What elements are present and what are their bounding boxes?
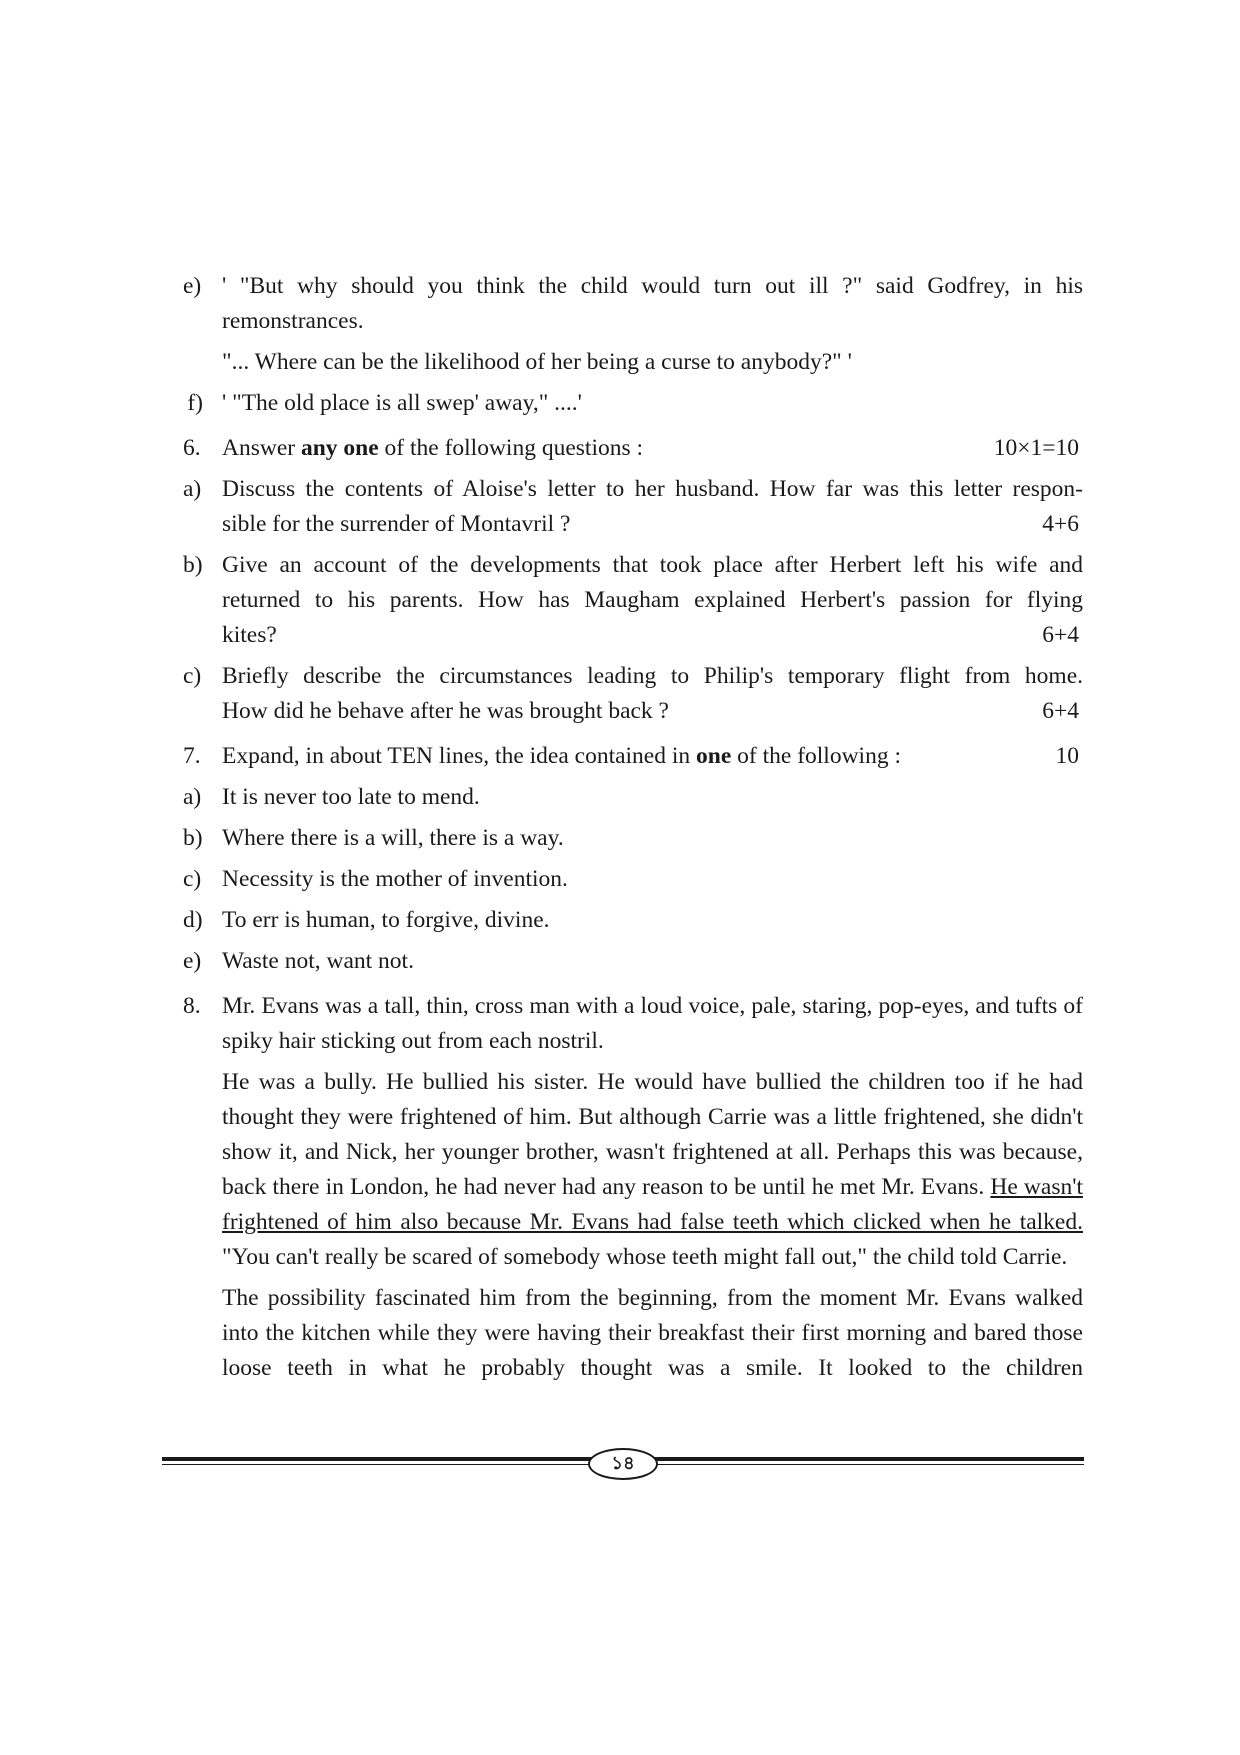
q7-option-d <box>183 903 1083 938</box>
q5-f-quote: ' "The old place is all swep' away," ....' <box>222 390 582 416</box>
q7-a-text: It is never too late to mend. <box>222 784 480 810</box>
question-6-text-end: of the following questions : <box>378 435 644 461</box>
question-7 <box>183 739 1083 774</box>
q7-d-text: To err is human, to forgive, divine. <box>222 907 550 933</box>
q6-b-text-tail: kites? <box>222 622 277 648</box>
option-label: b) <box>183 825 203 851</box>
q7-option-b <box>183 821 1083 856</box>
question-7-marks: 10 <box>1055 743 1079 769</box>
q8-underlined-sentence: He wasn't frightened of him also because Mr. Evans had false teeth which clicked when he talked. <box>222 1174 1083 1235</box>
option-label: e) <box>183 948 202 974</box>
q7-b-text: Where there is a will, there is a way. <box>222 825 564 851</box>
q6-a-last-line <box>222 507 1083 542</box>
question-6-bold: any one <box>300 435 379 461</box>
q8-paragraph-3: The possibility fascinated him from the beginning, from the moment Mr. Evans walked into the kitchen while they were having their breakfast their first morning and bared those loose teeth in what he probably thought was a smile. It looked to the children <box>222 1285 1083 1381</box>
q7-c-text: Necessity is the mother of invention. <box>222 866 568 892</box>
question-6-text-start: Answer <box>222 435 301 461</box>
q6-b-last-line <box>222 618 1083 653</box>
q7-e-text: Waste not, want not. <box>222 948 414 974</box>
q7-option-e <box>183 944 1083 979</box>
question-number: 7. <box>183 743 201 769</box>
q8-paragraph-2 <box>183 1065 1083 1275</box>
q7-option-a <box>183 780 1083 815</box>
option-label: f) <box>187 390 203 416</box>
question-6 <box>183 431 1083 466</box>
q5-option-e <box>183 269 1083 339</box>
q6-b-marks: 6+4 <box>1042 622 1079 648</box>
option-label: d) <box>183 907 203 933</box>
q6-b-text: Give an account of the developments that took place after Herbert left his wife and returned to his parents. How has Maugham explained Herbert's passion for flying <box>222 552 1083 613</box>
q7-option-c <box>183 862 1083 897</box>
q6-c-last-line <box>222 694 1083 729</box>
q8-paragraph-2-end: "You can't really be scared of somebody whose teeth might fall out," the child told Carrie. <box>222 1244 1068 1270</box>
question-number: 6. <box>183 435 201 461</box>
q8-paragraph-2-start: He was a bully. He bullied his sister. He would have bullied the children too if he had thought they were frightened of him. But although Carrie was a little frightened, she didn't show it, and Nick, her younger brother, wasn't frightened at all. Perhaps this was because, back there in London, he had never had any reason to be until he met Mr. Evans. <box>222 1069 1083 1200</box>
q5-e-quote-line2: "... Where can be the likelihood of her being a curse to anybody?" ' <box>222 349 852 375</box>
q6-option-b <box>183 548 1083 653</box>
q6-c-marks: 6+4 <box>1042 698 1079 724</box>
q5-option-f <box>183 386 1083 421</box>
q6-a-marks: 4+6 <box>1042 511 1079 537</box>
question-7-text-start: Expand, in about TEN lines, the idea contained in <box>222 743 697 769</box>
option-label: a) <box>183 476 202 502</box>
page-number: ১৪ <box>588 1448 658 1480</box>
option-label: c) <box>183 663 202 689</box>
page-content <box>183 269 1083 1392</box>
q6-option-a <box>183 472 1083 542</box>
q6-c-text-tail: How did he behave after he was brought back ? <box>222 698 669 724</box>
q8-paragraph-1: Mr. Evans was a tall, thin, cross man with a loud voice, pale, staring, pop-eyes, and tufts of spiky hair sticking out from each nostril. <box>222 993 1083 1054</box>
question-8 <box>183 989 1083 1059</box>
q5-e-quote-line1: ' "But why should you think the child would turn out ill ?" said Godfrey, in his remonstrances. <box>222 273 1083 334</box>
option-label: a) <box>183 784 202 810</box>
q6-option-c <box>183 659 1083 729</box>
page-footer <box>162 1448 1084 1478</box>
q6-a-text: Discuss the contents of Aloise's letter to her husband. How far was this letter respon- <box>222 476 1083 502</box>
q6-c-text: Briefly describe the circumstances leading to Philip's temporary flight from home. <box>222 663 1083 689</box>
option-label: c) <box>183 866 202 892</box>
q6-a-text-tail: sible for the surrender of Montavril ? <box>222 511 571 537</box>
question-7-bold: one <box>696 743 732 769</box>
question-6-marks: 10×1=10 <box>993 435 1079 461</box>
option-label: e) <box>183 273 202 299</box>
question-7-text-end: of the following : <box>731 743 901 769</box>
option-label: b) <box>183 552 203 578</box>
question-number: 8. <box>183 993 201 1019</box>
